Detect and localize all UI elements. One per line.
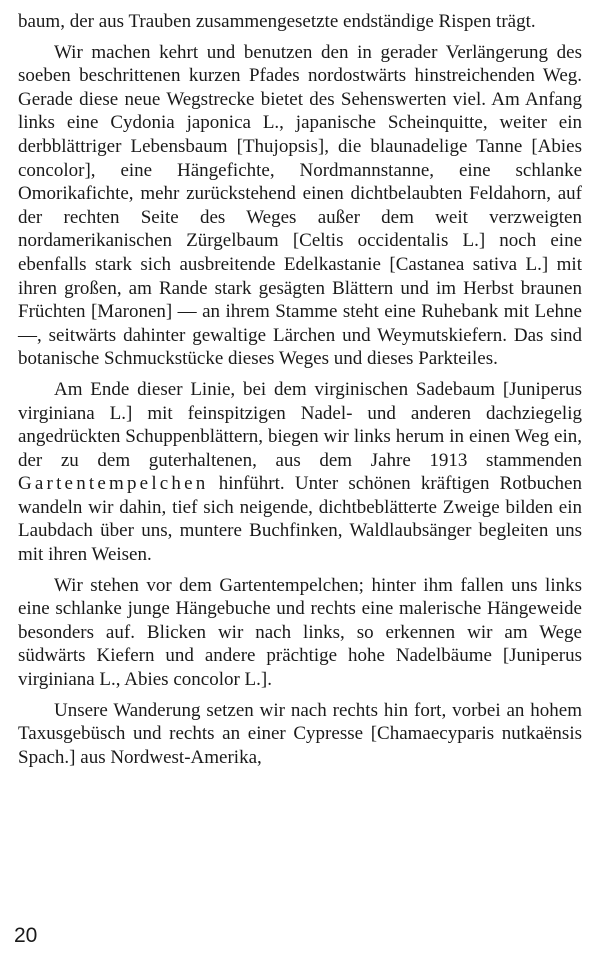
page-number: 20 [14, 924, 38, 947]
paragraph-continuation: baum, der aus Trauben zusammengesetzte endständige Rispen trägt. [18, 11, 536, 32]
paragraph-wegstrecke: Wir machen kehrt und benutzen den in gerader Verlängerung des soeben beschrittenen kurzen Pfades nordostwärts hinstreichenden Weg. Gerade diese neue Wegstrecke bietet des Sehenswerten viel. Am Anfang links eine Cydonia japonica L., japanische Scheinquitte, weiter ein derbblättriger Lebensbaum [Thujopsis], die blaunadelige Tanne [Abies concolor], eine Hängefichte, Nordmannstanne, eine schlanke Omorikafichte, mehr zurückstehend einen dichtbelaubten Feldahorn, auf der rechten Seite des Weges außer dem weit verzweigten nordamerikanischen Zürgelbaum [Celtis occidentalis L.] noch eine ebenfalls stark sich ausbreitende Edelkastanie [Castanea sativa L.] mit ihren großen, am Rande stark gesägten Blättern und im Herbst braunen Früchten [Maronen] — an ihrem Stamme steht eine Ruhebank mit Lehne —, seitwärts dahinter gewaltige Lärchen und Weymutskiefern. Das sind botanische Schmuckstücke dieses Weges und dieses Parkteiles. [18, 41, 582, 370]
paragraph-text-after: hinführt. Unter schönen kräftigen Rotbuchen wandeln wir dahin, tief sich neigende, dichtbeblätterte Zweige bilden ein Laubdach über uns, muntere Buchfinken, Waldlaubsänger begleiten uns mit ihren Weisen. [18, 473, 582, 566]
paragraph-wanderung: Unsere Wanderung setzen wir nach rechts hin fort, vorbei an hohem Taxusgebüsch und rechts an einer Cypresse [Chamaecyparis nutkaënsis Spach.] aus Nordwest-Amerika, [18, 699, 582, 768]
spaced-emphasis-word: Gartentempelchen [18, 473, 209, 495]
paragraph-vor-dem-tempelchen: Wir stehen vor dem Gartentempelchen; hinter ihm fallen uns links eine schlanke junge Hängebuche und rechts eine malerische Hängeweide besonders auf. Blicken wir nach links, so erkennen wir am Wege südwärts Kiefern und andere prächtige hohe Nadelbäume [Juniperus virginiana L., Abies concolor L.]. [18, 574, 582, 691]
paragraph-text-before: Am Ende dieser Linie, bei dem virginischen Sadebaum [Juniperus virginiana L.] mit feinspitzigen Nadel- und anderen dachziegelig angedrückten Schuppenblättern, biegen wir links herum in einen Weg ein, der zu dem guterhaltenen, aus dem Jahre 1913 stammenden [18, 378, 582, 471]
paragraph-gartentempelchen-weg [18, 378, 582, 567]
